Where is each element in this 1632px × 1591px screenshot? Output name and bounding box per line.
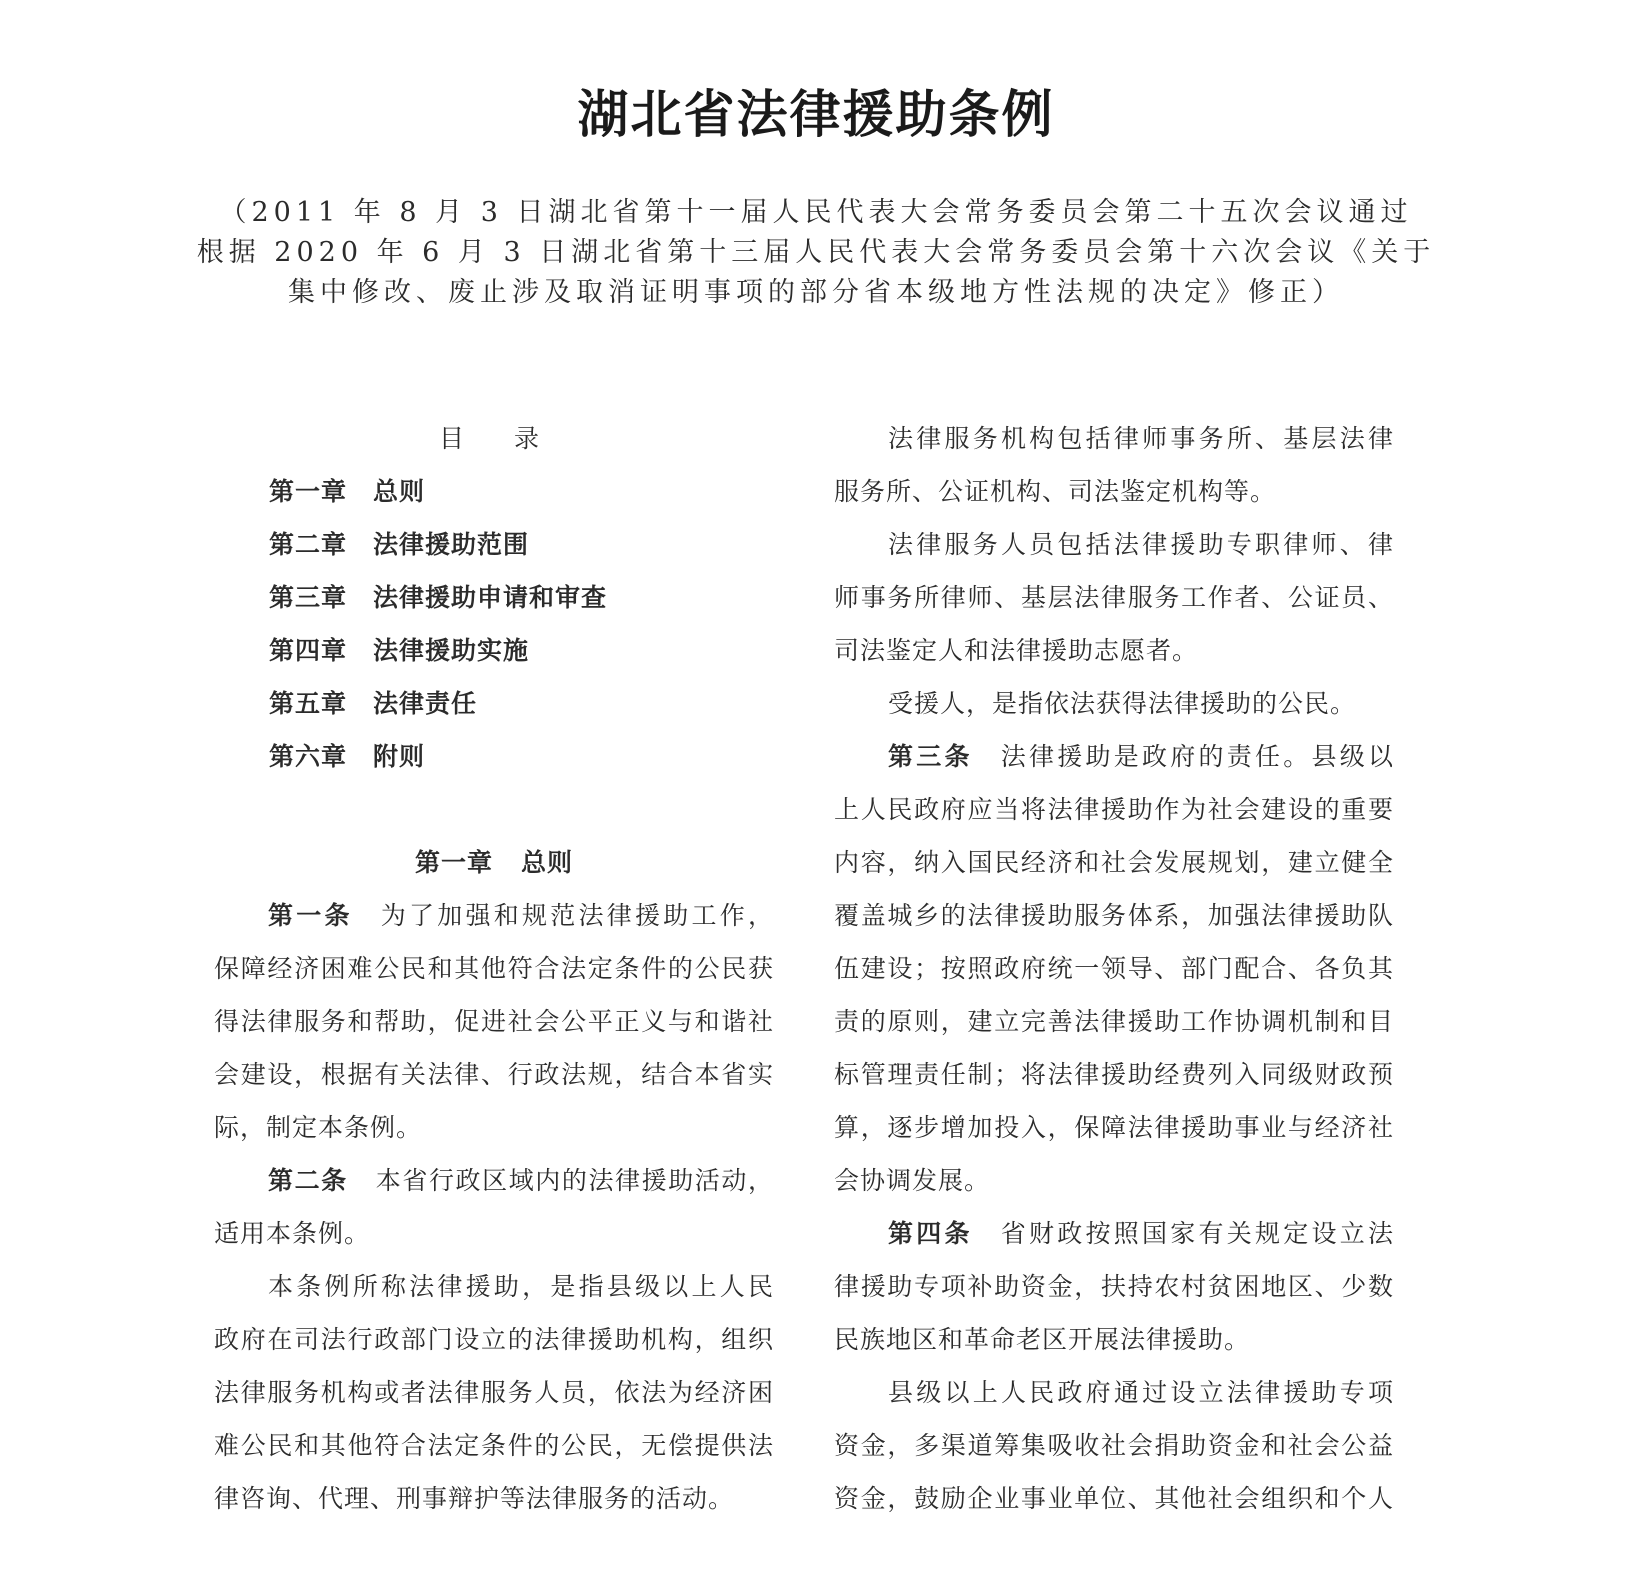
- paragraph-line: 法律服务人员包括法律援助专职律师、律: [888, 530, 1394, 559]
- paragraph-line: 本条例所称法律援助，是指县级以上人民: [268, 1272, 774, 1301]
- toc-heading: 目录: [438, 424, 589, 453]
- paragraph-line: 难公民和其他符合法定条件的公民，无偿提供法: [214, 1431, 774, 1460]
- article-label: 第三条: [888, 742, 973, 771]
- article-4-line: 律援助专项补助资金，扶持农村贫困地区、少数: [834, 1272, 1394, 1301]
- toc-item: [214, 518, 774, 571]
- article-3-line: 覆盖城乡的法律援助服务体系，加强法律援助队: [834, 901, 1394, 930]
- right-column: [834, 412, 1394, 1525]
- toc-item: [214, 571, 774, 624]
- article-3-line: 上人民政府应当将法律援助作为社会建设的重要: [834, 795, 1394, 824]
- toc-item: [214, 624, 774, 677]
- article-3-line: 标管理责任制；将法律援助经费列入同级财政预: [834, 1060, 1394, 1089]
- paragraph-line: 受援人，是指依法获得法律援助的公民。: [888, 689, 1357, 718]
- paragraph-line: 律咨询、代理、刑事辩护等法律服务的活动。: [214, 1484, 735, 1513]
- article-label: 第一条: [268, 901, 353, 930]
- toc-item-name: 附则: [373, 742, 426, 771]
- article-1-line: 会建设，根据有关法律、行政法规，结合本省实: [214, 1060, 774, 1089]
- paragraph-line: 司法鉴定人和法律援助志愿者。: [834, 636, 1199, 665]
- paragraph-line: 服务所、公证机构、司法鉴定机构等。: [834, 477, 1277, 506]
- article-3-line: 会协调发展。: [834, 1166, 991, 1195]
- article-label: 第二条: [268, 1166, 348, 1195]
- toc-item-number: 第五章: [269, 689, 348, 718]
- toc-item-name: 总则: [373, 477, 426, 506]
- article-3-line: 内容，纳入国民经济和社会发展规划，建立健全: [834, 848, 1394, 877]
- subtitle-line: 集中修改、废止涉及取消证明事项的部分省本级地方性法规的决定》修正）: [288, 277, 1344, 308]
- article-3-line: [834, 730, 1394, 783]
- toc-item-number: 第六章: [269, 742, 348, 771]
- article-4-line: 民族地区和革命老区开展法律援助。: [834, 1325, 1251, 1354]
- paragraph-line: 法律服务机构包括律师事务所、基层法律: [888, 424, 1394, 453]
- subtitle-line: 根据 2020 年 6 月 3 日湖北省第十三届人民代表大会常务委员会第十六次会议《关于: [196, 237, 1436, 268]
- document-title: 湖北省法律援助条例: [577, 85, 1055, 145]
- paragraph-line: 县级以上人民政府通过设立法律援助专项: [888, 1378, 1394, 1407]
- toc-item: [214, 677, 774, 730]
- article-2-line: 适用本条例。: [214, 1219, 371, 1248]
- article-1-line: [214, 889, 774, 942]
- article-label: 第四条: [888, 1219, 973, 1248]
- paragraph-line: 资金，多渠道筹集吸收社会捐助资金和社会公益: [834, 1431, 1394, 1460]
- article-1-line: 得法律服务和帮助，促进社会公平正义与和谐社: [214, 1007, 774, 1036]
- article-1-line: 际，制定本条例。: [214, 1113, 423, 1142]
- article-1-line: 保障经济困难公民和其他符合法定条件的公民获: [214, 954, 774, 983]
- toc-item: [214, 465, 774, 518]
- spacer: [214, 783, 774, 836]
- toc-item-number: 第四章: [269, 636, 348, 665]
- article-text: 省财政按照国家有关规定设立法: [1000, 1219, 1394, 1248]
- chapter-heading: [214, 836, 774, 889]
- article-text: 法律援助是政府的责任。县级以: [1000, 742, 1394, 771]
- article-text: 为了加强和规范法律援助工作，: [380, 901, 774, 930]
- toc-item-name: 法律责任: [373, 689, 478, 718]
- subtitle-line: （2011 年 8 月 3 日湖北省第十一届人民代表大会常务委员会第二十五次会议通过: [219, 197, 1413, 228]
- chapter-name: 总则: [521, 848, 574, 877]
- toc-item-number: 第一章: [269, 477, 348, 506]
- chapter-number: 第一章: [414, 848, 493, 877]
- toc-item-number: 第三章: [269, 583, 348, 612]
- document-subtitle: [0, 193, 1632, 313]
- toc-item-name: 法律援助申请和审查: [373, 583, 608, 612]
- toc-item-name: 法律援助实施: [373, 636, 530, 665]
- paragraph-line: 政府在司法行政部门设立的法律援助机构，组织: [214, 1325, 774, 1354]
- article-text: 本省行政区域内的法律援助活动，: [375, 1166, 774, 1195]
- article-4-line: [834, 1207, 1394, 1260]
- toc-item-name: 法律援助范围: [373, 530, 530, 559]
- article-2-line: [214, 1154, 774, 1207]
- toc-item: [214, 730, 774, 783]
- article-3-line: 责的原则，建立完善法律援助工作协调机制和目: [834, 1007, 1394, 1036]
- article-3-line: 伍建设；按照政府统一领导、部门配合、各负其: [834, 954, 1394, 983]
- paragraph-line: 法律服务机构或者法律服务人员，依法为经济困: [214, 1378, 774, 1407]
- paragraph-line: 资金，鼓励企业事业单位、其他社会组织和个人: [834, 1484, 1394, 1513]
- paragraph-line: 师事务所律师、基层法律服务工作者、公证员、: [834, 583, 1394, 612]
- toc-item-number: 第二章: [269, 530, 348, 559]
- left-column: [214, 412, 774, 1525]
- article-3-line: 算，逐步增加投入，保障法律援助事业与经济社: [834, 1113, 1394, 1142]
